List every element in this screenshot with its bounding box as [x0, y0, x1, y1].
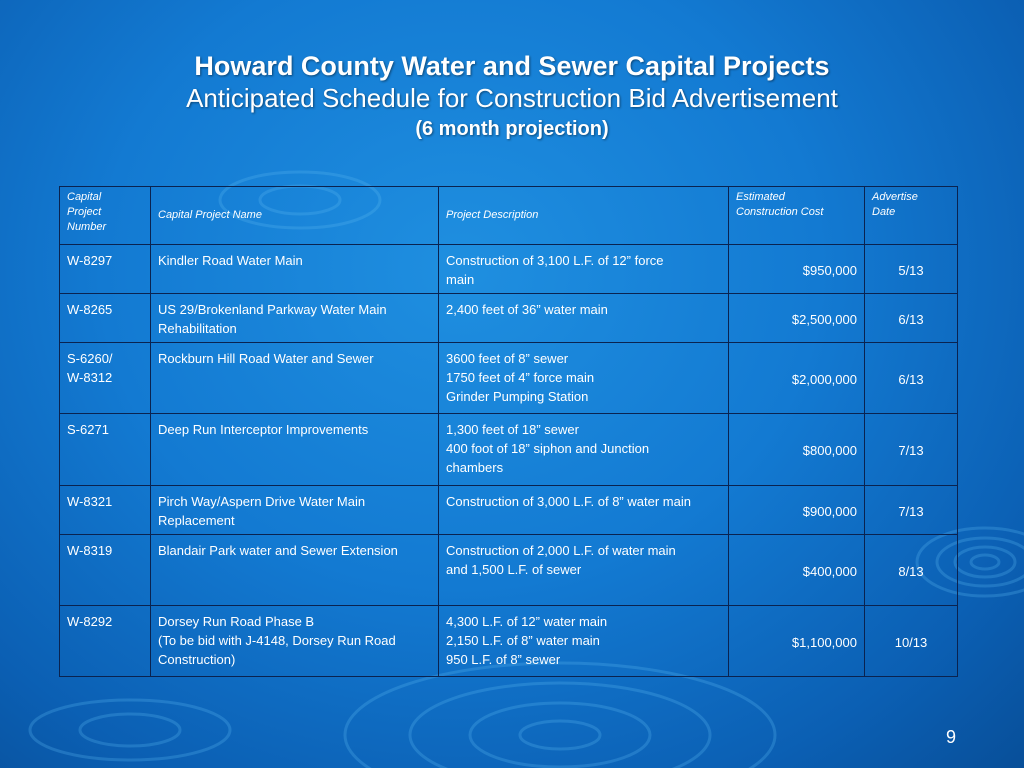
- slide-subtitle: Anticipated Schedule for Construction Bid Advertisement: [186, 83, 838, 113]
- project-cost-cell: $900,000: [729, 486, 865, 535]
- project-date-cell: 6/13: [865, 294, 958, 343]
- project-cost-cell: $950,000: [729, 245, 865, 294]
- project-date-cell: 7/13: [865, 486, 958, 535]
- project-description-cell: 1,300 feet of 18” sewer 400 foot of 18” siphon and Junction chambers: [439, 414, 729, 486]
- project-description-cell: Construction of 2,000 L.F. of water main and 1,500 L.F. of sewer: [439, 535, 729, 606]
- header-project-name: Capital Project Name: [151, 187, 439, 245]
- capital-projects-table: [59, 186, 958, 677]
- project-number-cell: S-6260/ W-8312: [60, 343, 151, 414]
- slide-projection-note: (6 month projection): [415, 118, 609, 140]
- project-number-cell: W-8292: [60, 606, 151, 677]
- project-description-cell: 2,400 feet of 36” water main: [439, 294, 729, 343]
- project-name-cell: Blandair Park water and Sewer Extension: [151, 535, 439, 606]
- project-cost-cell: $800,000: [729, 414, 865, 486]
- table-header-row: [60, 187, 958, 245]
- table-row: [60, 343, 958, 414]
- project-description-cell: Construction of 3,000 L.F. of 8” water main: [439, 486, 729, 535]
- project-date-cell: 8/13: [865, 535, 958, 606]
- project-number-cell: S-6271: [60, 414, 151, 486]
- project-date-cell: 7/13: [865, 414, 958, 486]
- slide-page-number: 9: [946, 727, 957, 747]
- header-estimated-cost: Estimated Construction Cost: [729, 187, 865, 245]
- header-project-number: Capital Project Number: [60, 187, 151, 245]
- project-cost-cell: $1,100,000: [729, 606, 865, 677]
- table-row: [60, 486, 958, 535]
- project-cost-cell: $2,500,000: [729, 294, 865, 343]
- project-date-cell: 10/13: [865, 606, 958, 677]
- project-number-cell: W-8319: [60, 535, 151, 606]
- project-number-cell: W-8321: [60, 486, 151, 535]
- project-description-cell: 4,300 L.F. of 12” water main 2,150 L.F. of 8” water main 950 L.F. of 8” sewer: [439, 606, 729, 677]
- project-name-cell: Pirch Way/Aspern Drive Water Main Replacement: [151, 486, 439, 535]
- table-row: [60, 414, 958, 486]
- project-description-cell: 3600 feet of 8” sewer 1750 feet of 4” force main Grinder Pumping Station: [439, 343, 729, 414]
- project-number-cell: W-8297: [60, 245, 151, 294]
- project-cost-cell: $2,000,000: [729, 343, 865, 414]
- table-row: [60, 245, 958, 294]
- slide-title-block: [0, 50, 1024, 144]
- project-name-cell: Dorsey Run Road Phase B (To be bid with J-4148, Dorsey Run Road Construction): [151, 606, 439, 677]
- project-date-cell: 6/13: [865, 343, 958, 414]
- project-number-cell: W-8265: [60, 294, 151, 343]
- table-row: [60, 294, 958, 343]
- header-advertise-date: Advertise Date: [865, 187, 958, 245]
- project-date-cell: 5/13: [865, 245, 958, 294]
- header-project-description: Project Description: [439, 187, 729, 245]
- table-row: [60, 606, 958, 677]
- project-name-cell: Kindler Road Water Main: [151, 245, 439, 294]
- project-cost-cell: $400,000: [729, 535, 865, 606]
- project-name-cell: Deep Run Interceptor Improvements: [151, 414, 439, 486]
- project-name-cell: Rockburn Hill Road Water and Sewer: [151, 343, 439, 414]
- table-row: [60, 535, 958, 606]
- project-name-cell: US 29/Brokenland Parkway Water Main Rehabilitation: [151, 294, 439, 343]
- slide-title: Howard County Water and Sewer Capital Projects: [194, 51, 830, 81]
- project-description-cell: Construction of 3,100 L.F. of 12” force main: [439, 245, 729, 294]
